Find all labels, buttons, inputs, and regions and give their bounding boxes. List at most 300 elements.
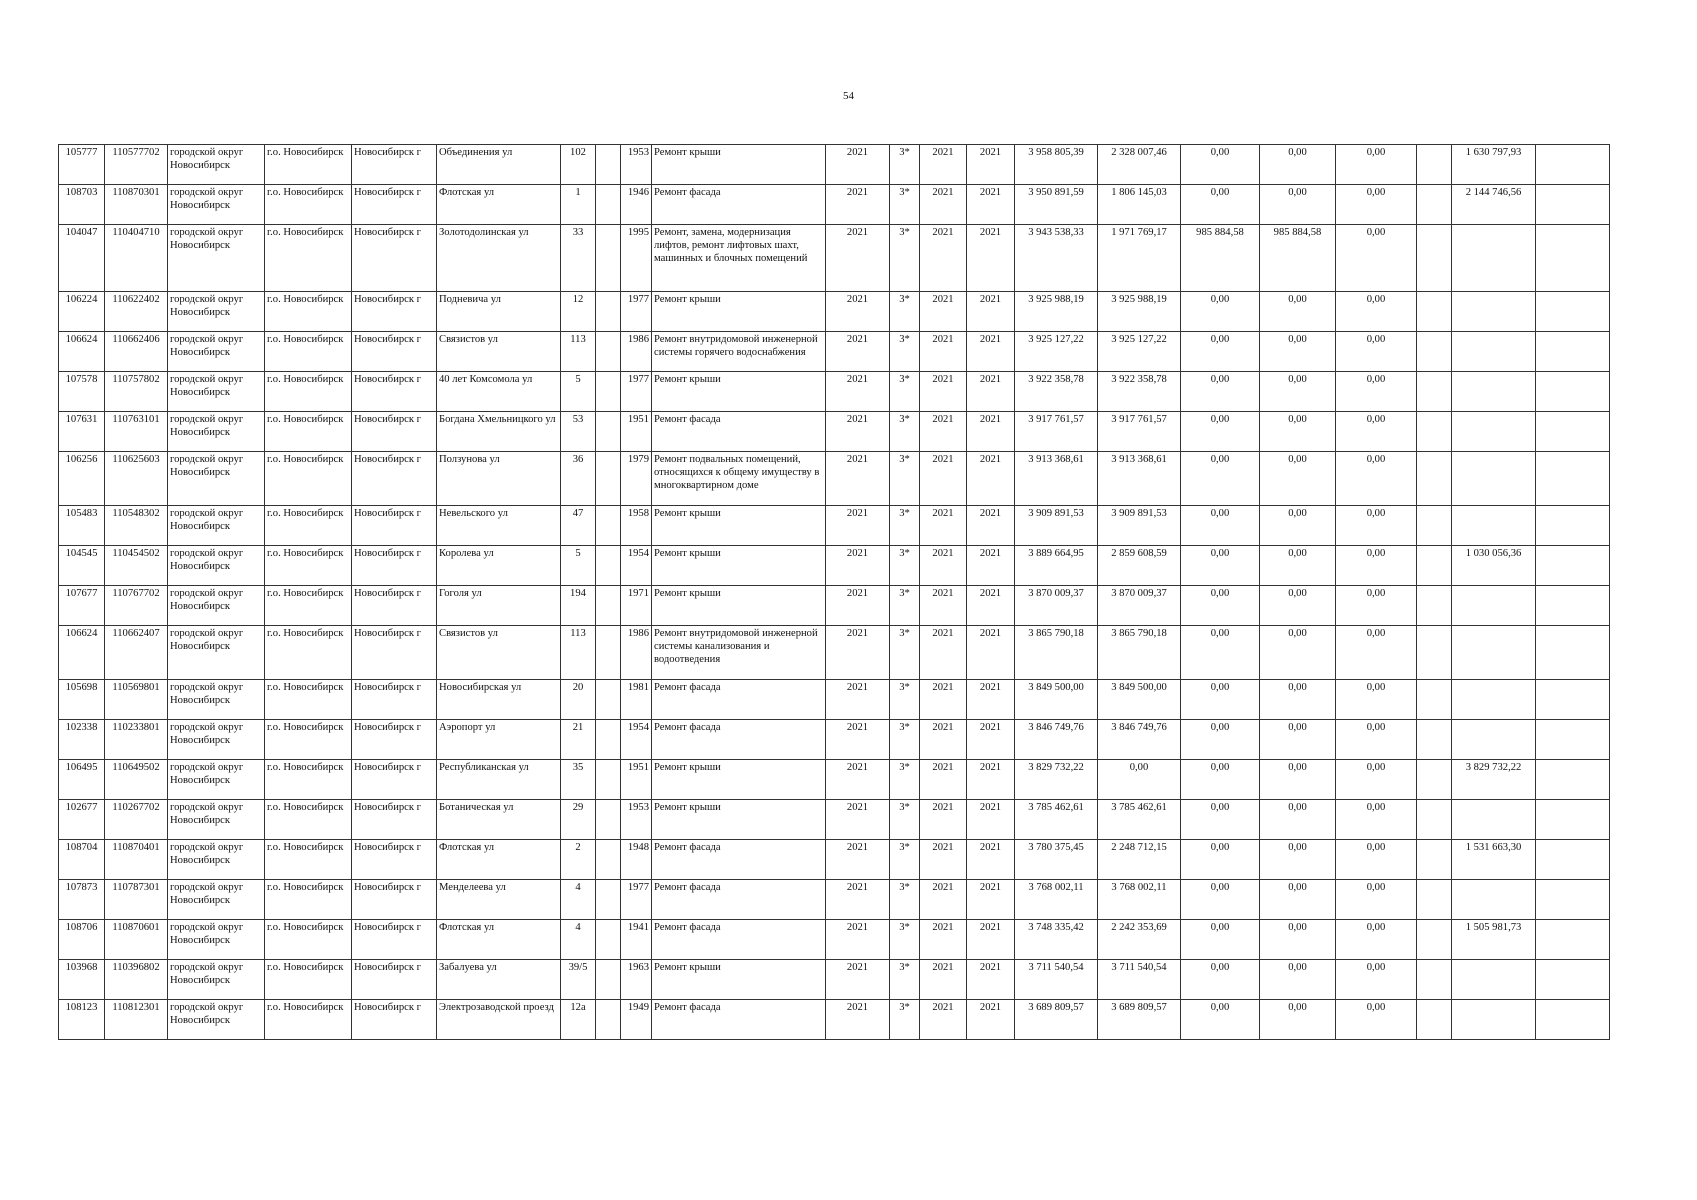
row-street: Гоголя ул	[437, 586, 561, 626]
row-city-short: г.о. Новосибирск	[265, 412, 352, 452]
row-city-short: г.о. Новосибирск	[265, 1000, 352, 1040]
table-row	[59, 800, 1610, 840]
row-federal-amount: 0,00	[1181, 185, 1260, 225]
row-regional-amount: 0,00	[1260, 586, 1336, 626]
row-plan-year: 2021	[826, 1000, 890, 1040]
row-total-cost: 3 889 664,95	[1015, 546, 1098, 586]
row-end-year: 2021	[967, 720, 1015, 760]
table-row	[59, 506, 1610, 546]
row-regional-amount: 0,00	[1260, 292, 1336, 332]
row-regional-amount: 0,00	[1260, 800, 1336, 840]
row-id: 106624	[59, 626, 105, 680]
row-regional-amount: 0,00	[1260, 1000, 1336, 1040]
row-fund-amount: 2 248 712,15	[1098, 840, 1181, 880]
row-other-amount	[1417, 372, 1452, 412]
row-total-cost: 3 865 790,18	[1015, 626, 1098, 680]
row-extra-amount	[1536, 760, 1610, 800]
row-owners-amount	[1452, 332, 1536, 372]
row-district: городской округ Новосибирск	[168, 626, 265, 680]
row-regional-amount: 0,00	[1260, 880, 1336, 920]
row-year-built: 1949	[621, 1000, 652, 1040]
row-building	[596, 452, 621, 506]
row-owners-amount: 2 144 746,56	[1452, 185, 1536, 225]
row-city: Новосибирск г	[352, 372, 437, 412]
table-row	[59, 960, 1610, 1000]
row-plan-year: 2021	[826, 412, 890, 452]
row-district: городской округ Новосибирск	[168, 800, 265, 840]
row-code: 110404710	[105, 225, 168, 292]
row-extra-amount	[1536, 506, 1610, 546]
row-other-amount	[1417, 680, 1452, 720]
row-year-built: 1948	[621, 840, 652, 880]
row-street: Королева ул	[437, 546, 561, 586]
row-year-built: 1986	[621, 332, 652, 372]
row-stage: 3*	[890, 840, 920, 880]
row-plan-year: 2021	[826, 372, 890, 412]
row-building	[596, 185, 621, 225]
row-work-type: Ремонт крыши	[652, 760, 826, 800]
row-fund-amount: 3 870 009,37	[1098, 586, 1181, 626]
row-id: 102338	[59, 720, 105, 760]
row-id: 103968	[59, 960, 105, 1000]
row-other-amount	[1417, 452, 1452, 506]
row-house: 21	[561, 720, 596, 760]
row-year-built: 1971	[621, 586, 652, 626]
row-total-cost: 3 909 891,53	[1015, 506, 1098, 546]
table-row	[59, 920, 1610, 960]
row-building	[596, 412, 621, 452]
row-year-built: 1951	[621, 760, 652, 800]
row-stage: 3*	[890, 145, 920, 185]
row-building	[596, 880, 621, 920]
row-owners-amount	[1452, 292, 1536, 332]
row-local-amount: 0,00	[1336, 760, 1417, 800]
row-code: 110622402	[105, 292, 168, 332]
row-federal-amount: 0,00	[1181, 840, 1260, 880]
row-city: Новосибирск г	[352, 960, 437, 1000]
row-building	[596, 546, 621, 586]
row-total-cost: 3 925 127,22	[1015, 332, 1098, 372]
row-code: 110870401	[105, 840, 168, 880]
row-local-amount: 0,00	[1336, 225, 1417, 292]
row-total-cost: 3 958 805,39	[1015, 145, 1098, 185]
row-plan-year: 2021	[826, 920, 890, 960]
row-id: 105698	[59, 680, 105, 720]
row-year-built: 1995	[621, 225, 652, 292]
row-work-type: Ремонт крыши	[652, 586, 826, 626]
row-plan-year: 2021	[826, 720, 890, 760]
row-other-amount	[1417, 412, 1452, 452]
row-city-short: г.о. Новосибирск	[265, 920, 352, 960]
row-building	[596, 626, 621, 680]
row-street: Электрозаводской проезд	[437, 1000, 561, 1040]
row-plan-year: 2021	[826, 960, 890, 1000]
row-regional-amount: 0,00	[1260, 626, 1336, 680]
row-code: 110767702	[105, 586, 168, 626]
row-code: 110454502	[105, 546, 168, 586]
row-start-year: 2021	[920, 720, 967, 760]
row-start-year: 2021	[920, 225, 967, 292]
row-street: Менделеева ул	[437, 880, 561, 920]
row-federal-amount: 0,00	[1181, 546, 1260, 586]
row-street: 40 лет Комсомола ул	[437, 372, 561, 412]
row-end-year: 2021	[967, 880, 1015, 920]
row-fund-amount: 3 865 790,18	[1098, 626, 1181, 680]
row-building	[596, 840, 621, 880]
row-federal-amount: 0,00	[1181, 145, 1260, 185]
row-code: 110233801	[105, 720, 168, 760]
row-street: Флотская ул	[437, 185, 561, 225]
row-street: Богдана Хмельницкого ул	[437, 412, 561, 452]
row-year-built: 1953	[621, 800, 652, 840]
row-year-built: 1946	[621, 185, 652, 225]
row-building	[596, 506, 621, 546]
row-building	[596, 1000, 621, 1040]
row-local-amount: 0,00	[1336, 292, 1417, 332]
row-code: 110787301	[105, 880, 168, 920]
row-end-year: 2021	[967, 760, 1015, 800]
row-year-built: 1954	[621, 546, 652, 586]
row-owners-amount	[1452, 626, 1536, 680]
row-city-short: г.о. Новосибирск	[265, 332, 352, 372]
row-end-year: 2021	[967, 225, 1015, 292]
row-city: Новосибирск г	[352, 332, 437, 372]
row-extra-amount	[1536, 452, 1610, 506]
row-extra-amount	[1536, 332, 1610, 372]
row-fund-amount: 3 849 500,00	[1098, 680, 1181, 720]
row-regional-amount: 0,00	[1260, 546, 1336, 586]
row-street: Невельского ул	[437, 506, 561, 546]
row-owners-amount	[1452, 880, 1536, 920]
row-fund-amount: 3 925 988,19	[1098, 292, 1181, 332]
row-id: 106495	[59, 760, 105, 800]
row-federal-amount: 0,00	[1181, 720, 1260, 760]
row-extra-amount	[1536, 586, 1610, 626]
row-regional-amount: 0,00	[1260, 452, 1336, 506]
row-code: 110577702	[105, 145, 168, 185]
row-total-cost: 3 768 002,11	[1015, 880, 1098, 920]
row-code: 110870301	[105, 185, 168, 225]
row-owners-amount	[1452, 225, 1536, 292]
row-house: 2	[561, 840, 596, 880]
row-code: 110812301	[105, 1000, 168, 1040]
row-end-year: 2021	[967, 145, 1015, 185]
row-extra-amount	[1536, 185, 1610, 225]
table-row	[59, 586, 1610, 626]
row-federal-amount: 0,00	[1181, 292, 1260, 332]
row-fund-amount: 3 785 462,61	[1098, 800, 1181, 840]
row-city: Новосибирск г	[352, 506, 437, 546]
row-house: 53	[561, 412, 596, 452]
row-code: 110757802	[105, 372, 168, 412]
row-house: 1	[561, 185, 596, 225]
table-body	[59, 145, 1610, 1040]
row-city-short: г.о. Новосибирск	[265, 452, 352, 506]
row-end-year: 2021	[967, 920, 1015, 960]
row-owners-amount	[1452, 800, 1536, 840]
row-city: Новосибирск г	[352, 185, 437, 225]
row-start-year: 2021	[920, 680, 967, 720]
row-local-amount: 0,00	[1336, 720, 1417, 760]
row-extra-amount	[1536, 292, 1610, 332]
row-city-short: г.о. Новосибирск	[265, 680, 352, 720]
row-total-cost: 3 711 540,54	[1015, 960, 1098, 1000]
row-federal-amount: 0,00	[1181, 506, 1260, 546]
row-fund-amount: 3 925 127,22	[1098, 332, 1181, 372]
row-district: городской округ Новосибирск	[168, 1000, 265, 1040]
row-id: 107578	[59, 372, 105, 412]
row-code: 110662407	[105, 626, 168, 680]
row-start-year: 2021	[920, 586, 967, 626]
row-id: 105777	[59, 145, 105, 185]
row-city: Новосибирск г	[352, 920, 437, 960]
row-district: городской округ Новосибирск	[168, 332, 265, 372]
row-plan-year: 2021	[826, 452, 890, 506]
row-federal-amount: 0,00	[1181, 626, 1260, 680]
row-year-built: 1977	[621, 372, 652, 412]
row-street: Объединения ул	[437, 145, 561, 185]
row-district: городской округ Новосибирск	[168, 185, 265, 225]
row-city-short: г.о. Новосибирск	[265, 185, 352, 225]
row-street: Новосибирская ул	[437, 680, 561, 720]
row-house: 12а	[561, 1000, 596, 1040]
row-start-year: 2021	[920, 840, 967, 880]
row-local-amount: 0,00	[1336, 412, 1417, 452]
table-row	[59, 760, 1610, 800]
table-row	[59, 880, 1610, 920]
row-building	[596, 586, 621, 626]
row-building	[596, 760, 621, 800]
row-federal-amount: 985 884,58	[1181, 225, 1260, 292]
row-regional-amount: 0,00	[1260, 840, 1336, 880]
row-total-cost: 3 925 988,19	[1015, 292, 1098, 332]
row-plan-year: 2021	[826, 840, 890, 880]
row-work-type: Ремонт крыши	[652, 546, 826, 586]
row-start-year: 2021	[920, 412, 967, 452]
row-city-short: г.о. Новосибирск	[265, 720, 352, 760]
row-code: 110396802	[105, 960, 168, 1000]
row-extra-amount	[1536, 800, 1610, 840]
row-local-amount: 0,00	[1336, 185, 1417, 225]
row-local-amount: 0,00	[1336, 880, 1417, 920]
row-district: городской округ Новосибирск	[168, 680, 265, 720]
row-plan-year: 2021	[826, 760, 890, 800]
row-other-amount	[1417, 720, 1452, 760]
row-street: Ботаническая ул	[437, 800, 561, 840]
row-federal-amount: 0,00	[1181, 680, 1260, 720]
row-owners-amount	[1452, 720, 1536, 760]
row-district: городской округ Новосибирск	[168, 880, 265, 920]
row-street: Забалуева ул	[437, 960, 561, 1000]
row-stage: 3*	[890, 332, 920, 372]
table-row	[59, 626, 1610, 680]
table-row	[59, 292, 1610, 332]
row-local-amount: 0,00	[1336, 680, 1417, 720]
row-work-type: Ремонт, замена, модернизация лифтов, ремонт лифтовых шахт, машинных и блочных помещений	[652, 225, 826, 292]
row-building	[596, 800, 621, 840]
row-extra-amount	[1536, 680, 1610, 720]
row-id: 108704	[59, 840, 105, 880]
row-street: Золотодолинская ул	[437, 225, 561, 292]
row-local-amount: 0,00	[1336, 800, 1417, 840]
row-extra-amount	[1536, 720, 1610, 760]
row-local-amount: 0,00	[1336, 960, 1417, 1000]
table-row	[59, 332, 1610, 372]
row-other-amount	[1417, 586, 1452, 626]
row-city: Новосибирск г	[352, 452, 437, 506]
row-year-built: 1963	[621, 960, 652, 1000]
row-building	[596, 332, 621, 372]
row-work-type: Ремонт крыши	[652, 506, 826, 546]
row-city-short: г.о. Новосибирск	[265, 372, 352, 412]
row-city-short: г.о. Новосибирск	[265, 292, 352, 332]
row-regional-amount: 985 884,58	[1260, 225, 1336, 292]
row-owners-amount: 1 630 797,93	[1452, 145, 1536, 185]
row-work-type: Ремонт фасада	[652, 185, 826, 225]
row-district: городской округ Новосибирск	[168, 372, 265, 412]
table-row	[59, 185, 1610, 225]
row-start-year: 2021	[920, 292, 967, 332]
row-other-amount	[1417, 920, 1452, 960]
row-total-cost: 3 846 749,76	[1015, 720, 1098, 760]
row-street: Республиканская ул	[437, 760, 561, 800]
row-total-cost: 3 748 335,42	[1015, 920, 1098, 960]
row-code: 110267702	[105, 800, 168, 840]
row-id: 104545	[59, 546, 105, 586]
row-year-built: 1977	[621, 292, 652, 332]
row-fund-amount: 3 846 749,76	[1098, 720, 1181, 760]
row-work-type: Ремонт фасада	[652, 840, 826, 880]
row-fund-amount: 1 971 769,17	[1098, 225, 1181, 292]
row-stage: 3*	[890, 412, 920, 452]
row-extra-amount	[1536, 412, 1610, 452]
row-other-amount	[1417, 546, 1452, 586]
row-work-type: Ремонт фасада	[652, 412, 826, 452]
row-building	[596, 720, 621, 760]
row-total-cost: 3 829 732,22	[1015, 760, 1098, 800]
row-house: 29	[561, 800, 596, 840]
row-house: 35	[561, 760, 596, 800]
row-plan-year: 2021	[826, 145, 890, 185]
page-number: 54	[843, 90, 854, 102]
row-owners-amount	[1452, 680, 1536, 720]
row-local-amount: 0,00	[1336, 452, 1417, 506]
row-work-type: Ремонт крыши	[652, 960, 826, 1000]
row-id: 104047	[59, 225, 105, 292]
row-work-type: Ремонт крыши	[652, 372, 826, 412]
row-city-short: г.о. Новосибирск	[265, 546, 352, 586]
row-year-built: 1953	[621, 145, 652, 185]
row-city-short: г.о. Новосибирск	[265, 586, 352, 626]
row-city: Новосибирск г	[352, 626, 437, 680]
row-city-short: г.о. Новосибирск	[265, 760, 352, 800]
row-work-type: Ремонт фасада	[652, 920, 826, 960]
row-owners-amount	[1452, 412, 1536, 452]
row-district: городской округ Новосибирск	[168, 920, 265, 960]
row-house: 4	[561, 880, 596, 920]
table-row	[59, 372, 1610, 412]
row-fund-amount: 3 768 002,11	[1098, 880, 1181, 920]
row-work-type: Ремонт фасада	[652, 680, 826, 720]
row-street: Флотская ул	[437, 920, 561, 960]
row-street: Связистов ул	[437, 626, 561, 680]
row-total-cost: 3 950 891,59	[1015, 185, 1098, 225]
row-extra-amount	[1536, 840, 1610, 880]
row-stage: 3*	[890, 800, 920, 840]
row-code: 110870601	[105, 920, 168, 960]
row-owners-amount	[1452, 1000, 1536, 1040]
table-row	[59, 840, 1610, 880]
row-extra-amount	[1536, 880, 1610, 920]
row-start-year: 2021	[920, 452, 967, 506]
row-district: городской округ Новосибирск	[168, 506, 265, 546]
row-federal-amount: 0,00	[1181, 760, 1260, 800]
row-extra-amount	[1536, 145, 1610, 185]
row-district: городской округ Новосибирск	[168, 760, 265, 800]
row-regional-amount: 0,00	[1260, 332, 1336, 372]
row-end-year: 2021	[967, 372, 1015, 412]
row-extra-amount	[1536, 1000, 1610, 1040]
row-code: 110763101	[105, 412, 168, 452]
row-local-amount: 0,00	[1336, 920, 1417, 960]
row-city-short: г.о. Новосибирск	[265, 506, 352, 546]
row-plan-year: 2021	[826, 680, 890, 720]
row-extra-amount	[1536, 920, 1610, 960]
row-other-amount	[1417, 880, 1452, 920]
row-end-year: 2021	[967, 185, 1015, 225]
row-owners-amount	[1452, 372, 1536, 412]
row-fund-amount: 2 242 353,69	[1098, 920, 1181, 960]
row-city: Новосибирск г	[352, 412, 437, 452]
row-end-year: 2021	[967, 332, 1015, 372]
row-district: городской округ Новосибирск	[168, 225, 265, 292]
row-total-cost: 3 943 538,33	[1015, 225, 1098, 292]
row-federal-amount: 0,00	[1181, 800, 1260, 840]
row-other-amount	[1417, 626, 1452, 680]
row-other-amount	[1417, 840, 1452, 880]
row-stage: 3*	[890, 1000, 920, 1040]
row-work-type: Ремонт внутридомовой инженерной системы канализования и водоотведения	[652, 626, 826, 680]
row-house: 194	[561, 586, 596, 626]
table-row	[59, 225, 1610, 292]
row-code: 110649502	[105, 760, 168, 800]
row-city: Новосибирск г	[352, 840, 437, 880]
row-regional-amount: 0,00	[1260, 760, 1336, 800]
row-total-cost: 3 913 368,61	[1015, 452, 1098, 506]
row-fund-amount: 0,00	[1098, 760, 1181, 800]
row-regional-amount: 0,00	[1260, 185, 1336, 225]
row-district: городской округ Новосибирск	[168, 546, 265, 586]
row-start-year: 2021	[920, 920, 967, 960]
row-city: Новосибирск г	[352, 800, 437, 840]
row-start-year: 2021	[920, 145, 967, 185]
row-stage: 3*	[890, 292, 920, 332]
row-house: 47	[561, 506, 596, 546]
row-work-type: Ремонт крыши	[652, 800, 826, 840]
row-fund-amount: 3 711 540,54	[1098, 960, 1181, 1000]
row-other-amount	[1417, 760, 1452, 800]
row-local-amount: 0,00	[1336, 332, 1417, 372]
row-work-type: Ремонт крыши	[652, 145, 826, 185]
row-federal-amount: 0,00	[1181, 332, 1260, 372]
row-stage: 3*	[890, 626, 920, 680]
row-other-amount	[1417, 145, 1452, 185]
row-building	[596, 960, 621, 1000]
row-federal-amount: 0,00	[1181, 372, 1260, 412]
row-plan-year: 2021	[826, 880, 890, 920]
row-total-cost: 3 922 358,78	[1015, 372, 1098, 412]
row-district: городской округ Новосибирск	[168, 452, 265, 506]
